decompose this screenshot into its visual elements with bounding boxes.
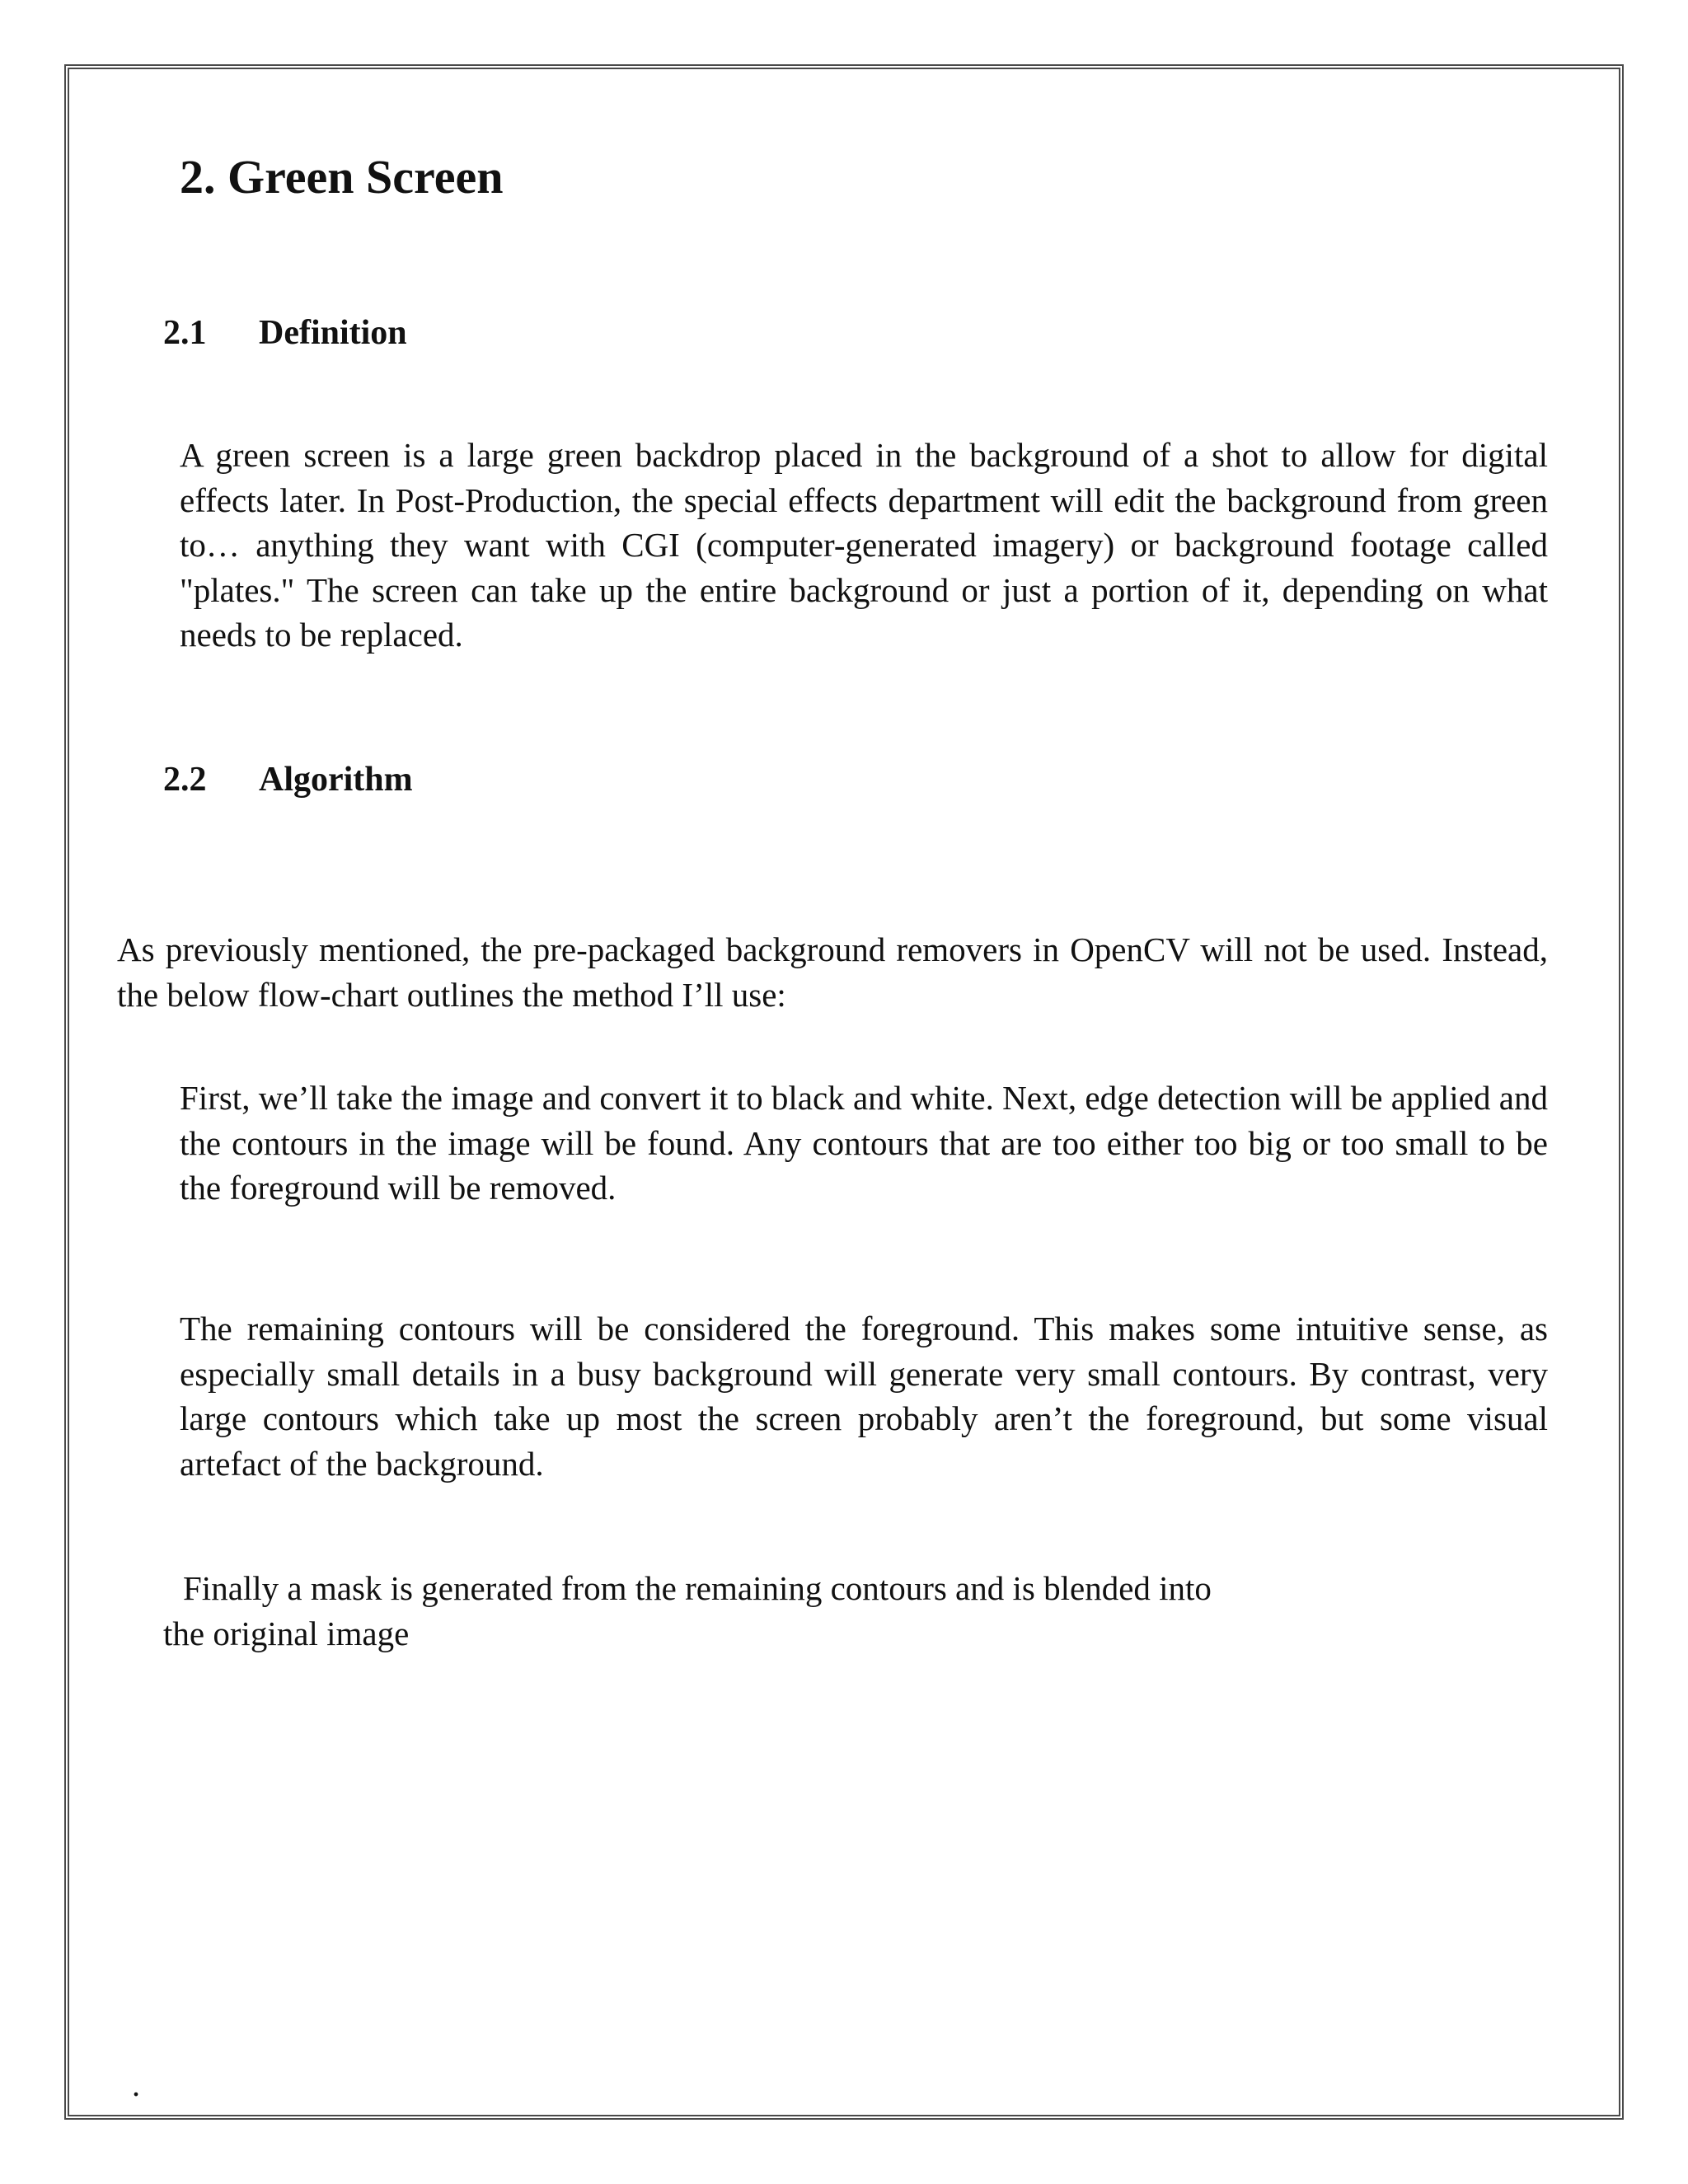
section-heading-definition	[163, 316, 407, 350]
page-title: 2. Green Screen	[180, 150, 504, 204]
section-number: 2.1	[163, 314, 207, 352]
step-3-line-1: Finally a mask is generated from the remaining contours and is blended into	[183, 1569, 1212, 1607]
section-heading-algorithm	[163, 762, 413, 797]
algorithm-step-2-paragraph: The remaining contours will be considered the foreground. This makes some intuitive sense, as especially small details in a busy background will generate very small contours. By contrast, very large contours which take up most the screen probably aren’t the foreground, but some visual artefact of the background.	[180, 1310, 1548, 1483]
algorithm-step-3-paragraph	[163, 1566, 1548, 1656]
footer-mark: .	[132, 2066, 140, 2103]
section-title: Definition	[259, 314, 407, 352]
definition-paragraph: A green screen is a large green backdrop placed in the background of a shot to allow for digital effects later. In Post-Production, the special effects department will edit the background from green to… anything they want with CGI (computer-generated imagery) or background footage called "plates." The screen can take up the entire background or just a portion of it, depending on what needs to be replaced.	[180, 436, 1548, 654]
algorithm-intro-paragraph: As previously mentioned, the pre-packaged background removers in OpenCV will not be used. Instead, the below flow-chart outlines the method I’ll use:	[117, 930, 1548, 1014]
step-3-line-2: the original image	[163, 1614, 410, 1652]
section-title: Algorithm	[259, 761, 413, 799]
section-number: 2.2	[163, 761, 207, 799]
algorithm-step-1-paragraph: First, we’ll take the image and convert it to black and white. Next, edge detection will be applied and the contours in the image will be found. Any contours that are too either too big or too small to be the foreground will be removed.	[180, 1079, 1548, 1207]
